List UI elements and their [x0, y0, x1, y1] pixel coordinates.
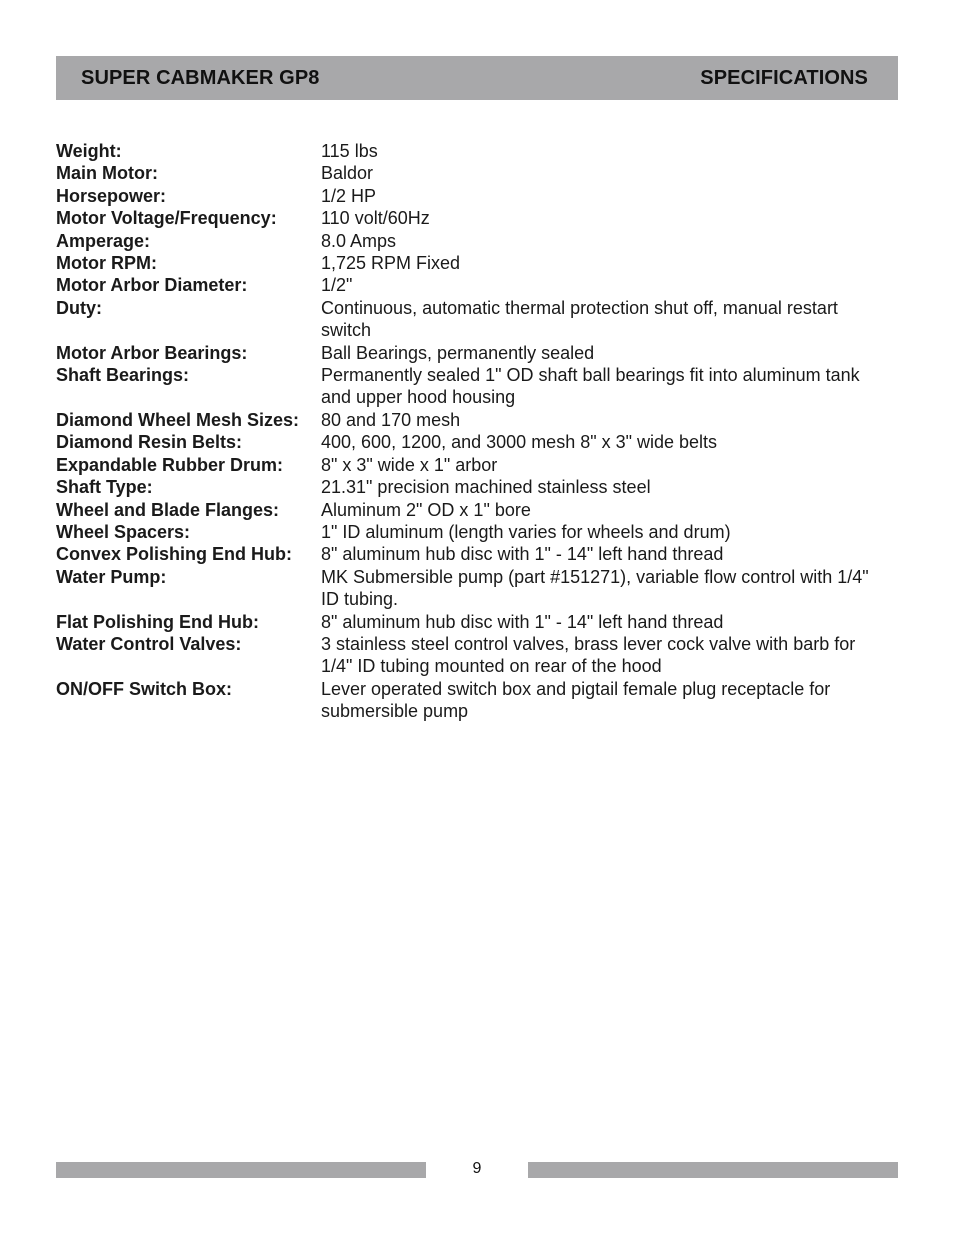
spec-row-water-pump: [56, 566, 886, 611]
spec-value: MK Submersible pump (part #151271), variable flow control with 1/4" ID tubing.: [321, 566, 869, 610]
spec-row-motor-voltage: [56, 207, 886, 229]
spec-value: Aluminum 2" OD x 1" bore: [321, 499, 531, 520]
spec-label: Water Pump:: [56, 566, 167, 587]
spec-value: 21.31" precision machined stainless steel: [321, 477, 651, 498]
spec-value: 115 lbs: [321, 141, 378, 161]
spec-label: Amperage:: [56, 230, 151, 251]
spec-label: Duty:: [56, 297, 102, 318]
spec-label: Flat Polishing End Hub:: [56, 611, 259, 632]
spec-value: 1" ID aluminum (length varies for wheels and drum): [321, 521, 731, 542]
spec-label: Convex Polishing End Hub:: [56, 544, 293, 565]
spec-row-switch-box: [56, 678, 886, 723]
spec-label: Motor Arbor Diameter:: [56, 275, 248, 296]
spec-row-motor-arbor-bearings: [56, 342, 886, 364]
spec-row-convex-hub: [56, 543, 886, 565]
spec-value: 3 stainless steel control valves, brass lever cock valve with barb for 1/4" ID tubing mounted on rear of the hood: [321, 633, 856, 677]
spec-value: 1/2": [321, 275, 353, 296]
spec-value: 1,725 RPM Fixed: [321, 253, 461, 274]
spec-row-shaft-type: [56, 476, 886, 498]
spec-row-water-valves: [56, 633, 886, 678]
spec-label: Diamond Wheel Mesh Sizes:: [56, 409, 300, 430]
spec-label: Motor Voltage/Frequency:: [56, 208, 277, 229]
spec-value: 8" aluminum hub disc with 1" - 14" left hand thread: [321, 611, 724, 632]
header-bar: [56, 56, 898, 100]
spec-row-horsepower: [56, 185, 886, 207]
spec-row-flat-hub: [56, 611, 886, 633]
spec-row-rubber-drum: [56, 454, 886, 476]
spec-value: 8" x 3" wide x 1" arbor: [321, 454, 498, 475]
spec-value: Permanently sealed 1" OD shaft ball bearings fit into aluminum tank and upper hood housing: [321, 365, 860, 408]
spec-value: 1/2 HP: [321, 185, 377, 206]
spec-label: Motor RPM:: [56, 253, 157, 274]
spec-row-main-motor: [56, 162, 886, 184]
spec-value: 8.0 Amps: [321, 230, 397, 251]
spec-row-diamond-wheel-mesh: [56, 409, 886, 431]
spec-label: Main Motor:: [56, 163, 158, 184]
spec-row-diamond-resin-belts: [56, 431, 886, 453]
footer-bar-right: [528, 1162, 898, 1178]
spec-value: 80 and 170 mesh: [321, 409, 461, 430]
spec-label: Shaft Bearings:: [56, 365, 190, 386]
spec-value: Lever operated switch box and pigtail female plug receptacle for submersible pump: [321, 678, 831, 722]
section-title: SPECIFICATIONS: [700, 66, 868, 89]
spec-label: Weight:: [56, 141, 122, 161]
spec-value: Continuous, automatic thermal protection shut off, manual restart switch: [321, 297, 838, 341]
spec-label: Motor Arbor Bearings:: [56, 342, 248, 363]
spec-row-motor-rpm: [56, 252, 886, 274]
spec-label: Diamond Resin Belts:: [56, 432, 243, 453]
spec-row-shaft-bearings: [56, 364, 886, 409]
product-title: SUPER CABMAKER GP8: [81, 66, 320, 89]
spec-label: Wheel Spacers:: [56, 521, 191, 542]
spec-label: ON/OFF Switch Box:: [56, 678, 233, 699]
spec-row-weight: [56, 140, 886, 162]
spec-row-motor-arbor-diameter: [56, 274, 886, 296]
specifications-list: [56, 140, 886, 723]
spec-row-wheel-spacers: [56, 521, 886, 543]
spec-value: 8" aluminum hub disc with 1" - 14" left hand thread: [321, 544, 724, 565]
spec-value: 110 volt/60Hz: [321, 208, 430, 229]
spec-value: Ball Bearings, permanently sealed: [321, 342, 595, 363]
footer-bar-left: [56, 1162, 426, 1178]
spec-label: Wheel and Blade Flanges:: [56, 499, 280, 520]
spec-label: Horsepower:: [56, 185, 167, 206]
spec-row-amperage: [56, 230, 886, 252]
page-number: 9: [472, 1160, 482, 1177]
spec-value: 400, 600, 1200, and 3000 mesh 8" x 3" wide belts: [321, 432, 718, 453]
spec-row-flanges: [56, 499, 886, 521]
spec-label: Water Control Valves:: [56, 633, 242, 654]
spec-label: Shaft Type:: [56, 477, 153, 498]
spec-value: Baldor: [321, 163, 374, 184]
spec-row-duty: [56, 297, 886, 342]
spec-label: Expandable Rubber Drum:: [56, 454, 284, 475]
